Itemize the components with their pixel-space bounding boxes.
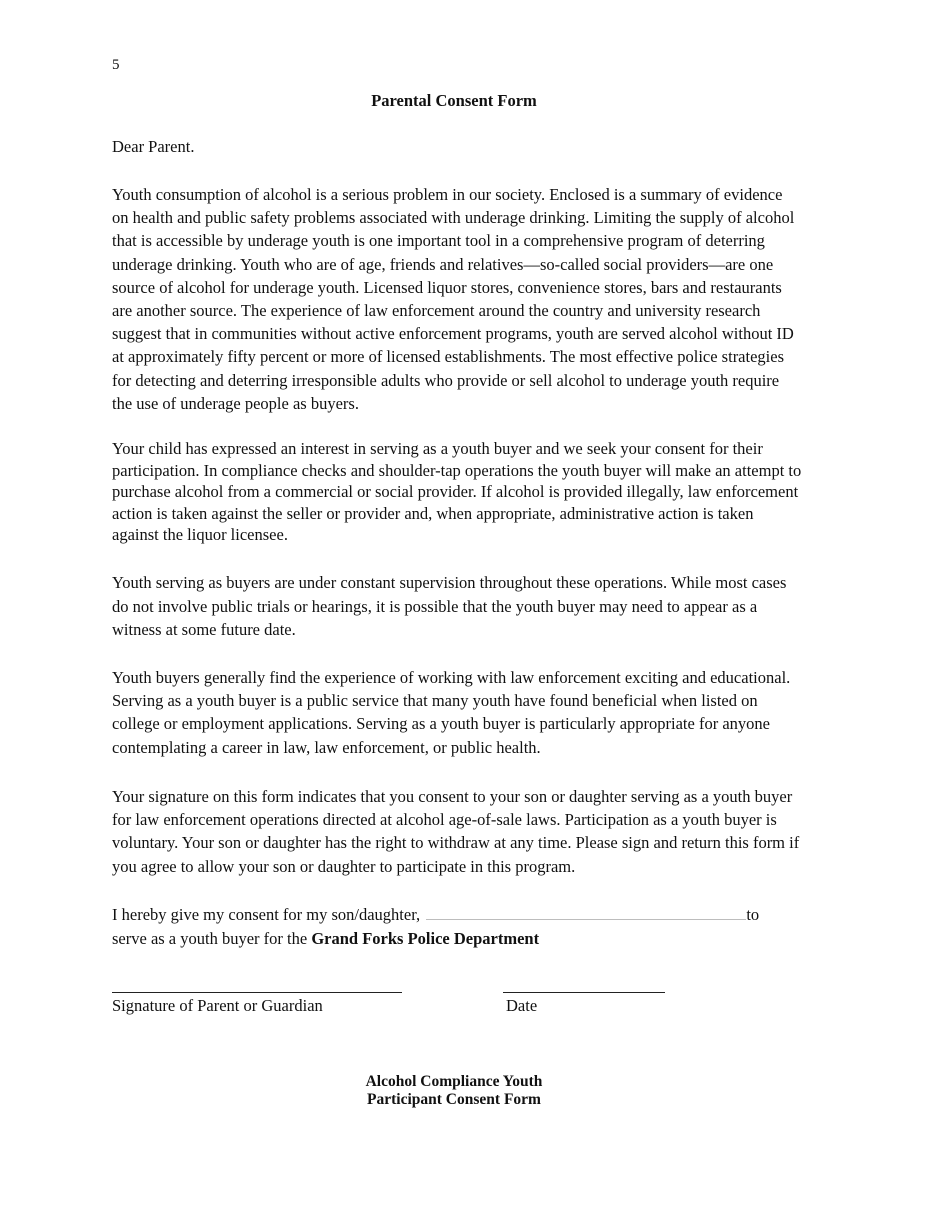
- date-line[interactable]: [503, 992, 665, 993]
- salutation: Dear Parent.: [112, 137, 195, 156]
- form-title: Parental Consent Form: [371, 91, 537, 110]
- consent-to-word: to: [746, 905, 760, 924]
- page-number: 5: [112, 57, 120, 73]
- consent-statement: [112, 903, 812, 951]
- footer-title: [0, 1073, 908, 1109]
- consent-prefix: I hereby give my consent for my son/daughter,: [112, 905, 421, 924]
- paragraph-experience: Youth buyers generally find the experience of working with law enforcement exciting and educational. Serving as a youth buyer is a public service that many youth have found beneficial when listed on college or employment applications. Serving as a youth buyer is particularly appropriate for anyone contemplating a career in law, law enforcement, or public health.: [112, 668, 791, 757]
- consent-serve-text: serve as a youth buyer for the: [112, 929, 308, 948]
- paragraph-alcohol-problem: Youth consumption of alcohol is a serious problem in our society. Enclosed is a summary of evidence on health and public safety problems associated with underage drinking. Limiting the supply of alcohol that is accessible by underage youth is one important tool in a comprehensive program of deterring underage drinking. Youth who are of age, friends and relatives—so-called social providers—are one source of alcohol for underage youth. Licensed liquor stores, convenience stores, bars and restaurants are another source. The experience of law enforcement around the country and university research suggest that in communities without active enforcement programs, youth are served alcohol without ID at approximately fifty percent or more of licensed establishments. The most effective police strategies for detecting and deterring irresponsible adults who provide or sell alcohol to underage youth require the use of underage people as buyers.: [112, 185, 795, 413]
- footer-title-line-2: Participant Consent Form: [367, 1091, 541, 1108]
- paragraph-youth-buyer-interest: Your child has expressed an interest in serving as a youth buyer and we seek your consent for their participation. In compliance checks and shoulder-tap operations the youth buyer will make an attempt to purchase alcohol from a commercial or social provider. If alcohol is provided illegally, law enforcement action is taken against the seller or provider and, when appropriate, administrative action is taken against the liquor licensee.: [112, 439, 802, 544]
- paragraph-supervision: Youth serving as buyers are under constant supervision throughout these operations. While most cases do not involve public trials or hearings, it is possible that the youth buyer may need to appear as a witness at some future date.: [112, 573, 787, 639]
- parent-signature-label: Signature of Parent or Guardian: [112, 996, 323, 1015]
- parent-signature-line[interactable]: [112, 992, 402, 993]
- date-label: Date: [506, 996, 538, 1015]
- paragraph-signature-meaning: Your signature on this form indicates that you consent to your son or daughter serving as a youth buyer for law enforcement operations directed at alcohol age-of-sale laws. Participation as a youth buyer is voluntary. Your son or daughter has the right to withdraw at any time. Please sign and return this form if you agree to allow your son or daughter to participate in this program.: [112, 787, 800, 876]
- department-name: Grand Forks Police Department: [311, 929, 540, 948]
- child-name-field[interactable]: [426, 907, 746, 920]
- footer-title-line-1: Alcohol Compliance Youth: [365, 1073, 543, 1090]
